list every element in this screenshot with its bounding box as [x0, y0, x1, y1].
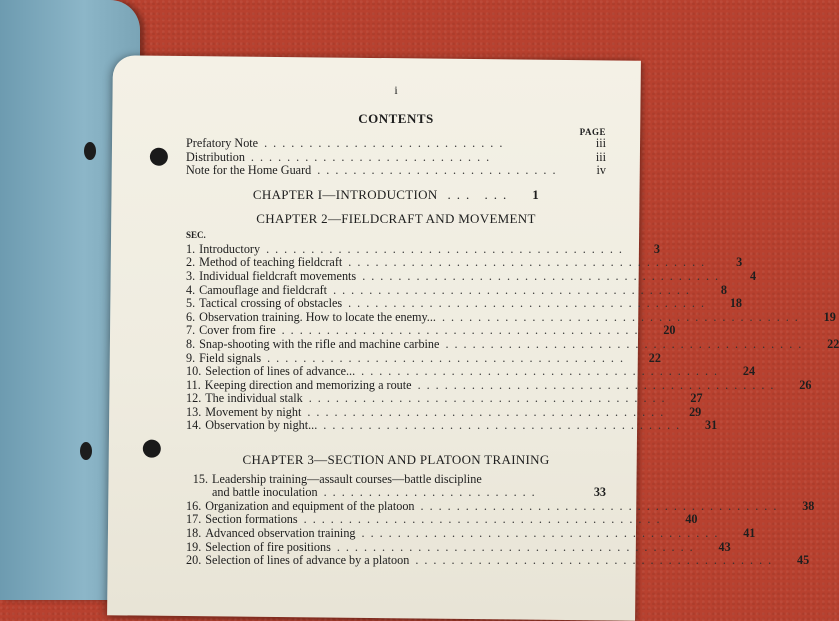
front-matter-row: Distribution ........................... iii — [186, 149, 606, 164]
section-row: 5. Tactical crossing of obstacles ........................................ 18 — [186, 296, 742, 311]
section-row: 11. Keeping direction and memorizing a route ........................................ 26 — [186, 377, 812, 392]
section-row: 17. Section formations ........................................ 40 — [186, 512, 698, 527]
section-row: 8. Snap-shooting with the rifle and machine carbine ........................................ 22 — [186, 336, 839, 351]
chapter-3-heading: CHAPTER 3—SECTION AND PLATOON TRAINING — [242, 452, 550, 468]
binding-hole — [80, 442, 92, 460]
section-row: 15. Leadership training—assault courses—battle discipline — [192, 471, 482, 486]
section-row: 9. Field signals ........................................ 22 — [186, 350, 661, 365]
chapter-2-heading: CHAPTER 2—FIELDCRAFT AND MOVEMENT — [256, 210, 536, 226]
section-row: 13. Movement by night ........................................ 29 — [186, 404, 702, 419]
section-column-header: SEC. — [186, 230, 206, 241]
punch-hole — [150, 148, 168, 166]
front-matter-list — [186, 137, 606, 178]
front-matter-row: Prefatory Note ........................... iii — [186, 136, 606, 151]
chapter-3-sections — [186, 471, 815, 568]
chapter-2-sections — [186, 241, 839, 433]
section-row: 19. Selection of fire positions ........................................ 43 — [186, 539, 731, 554]
front-matter-row: Note for the Home Guard ........................... iv — [186, 163, 606, 178]
section-row: 3. Individual fieldcraft movements ........................................ 4 — [186, 268, 757, 283]
chapter-1-heading: CHAPTER I—INTRODUCTION ... ... 1 — [252, 186, 540, 202]
section-row: 14. Observation by night... ........................................ 31 — [186, 418, 718, 433]
section-row: 10. Selection of lines of advance... ........................................ 24 — [186, 364, 756, 379]
section-row: 12. The individual stalk ........................................ 27 — [186, 391, 703, 406]
section-row: 18. Advanced observation training ........................................ 41 — [186, 526, 756, 541]
page-column-header: PAGE — [579, 127, 606, 138]
section-row-continued: and battle inoculation ........................ 33 — [212, 485, 606, 500]
binding-hole — [84, 142, 96, 160]
punch-hole — [143, 440, 161, 458]
section-row: 20. Selection of lines of advance by a platoon ........................................ 45 — [186, 553, 810, 568]
section-row: 1. Introductory ........................................ 3 — [186, 241, 660, 256]
section-row: 4. Camouflage and fieldcraft ........................................ 8 — [186, 282, 727, 297]
contents-title: CONTENTS — [358, 110, 434, 126]
page-number: i — [394, 83, 398, 97]
section-row: 6. Observation training. How to locate the enemy... ........................................ 19 — [186, 309, 836, 324]
section-row: 2. Method of teaching fieldcraft ........................................ 3 — [186, 255, 743, 270]
section-row: 7. Cover from fire ........................................ 20 — [186, 323, 676, 338]
section-row: 16. Organization and equipment of the platoon ........................................ 38 — [186, 498, 815, 513]
contents-text — [186, 83, 839, 568]
